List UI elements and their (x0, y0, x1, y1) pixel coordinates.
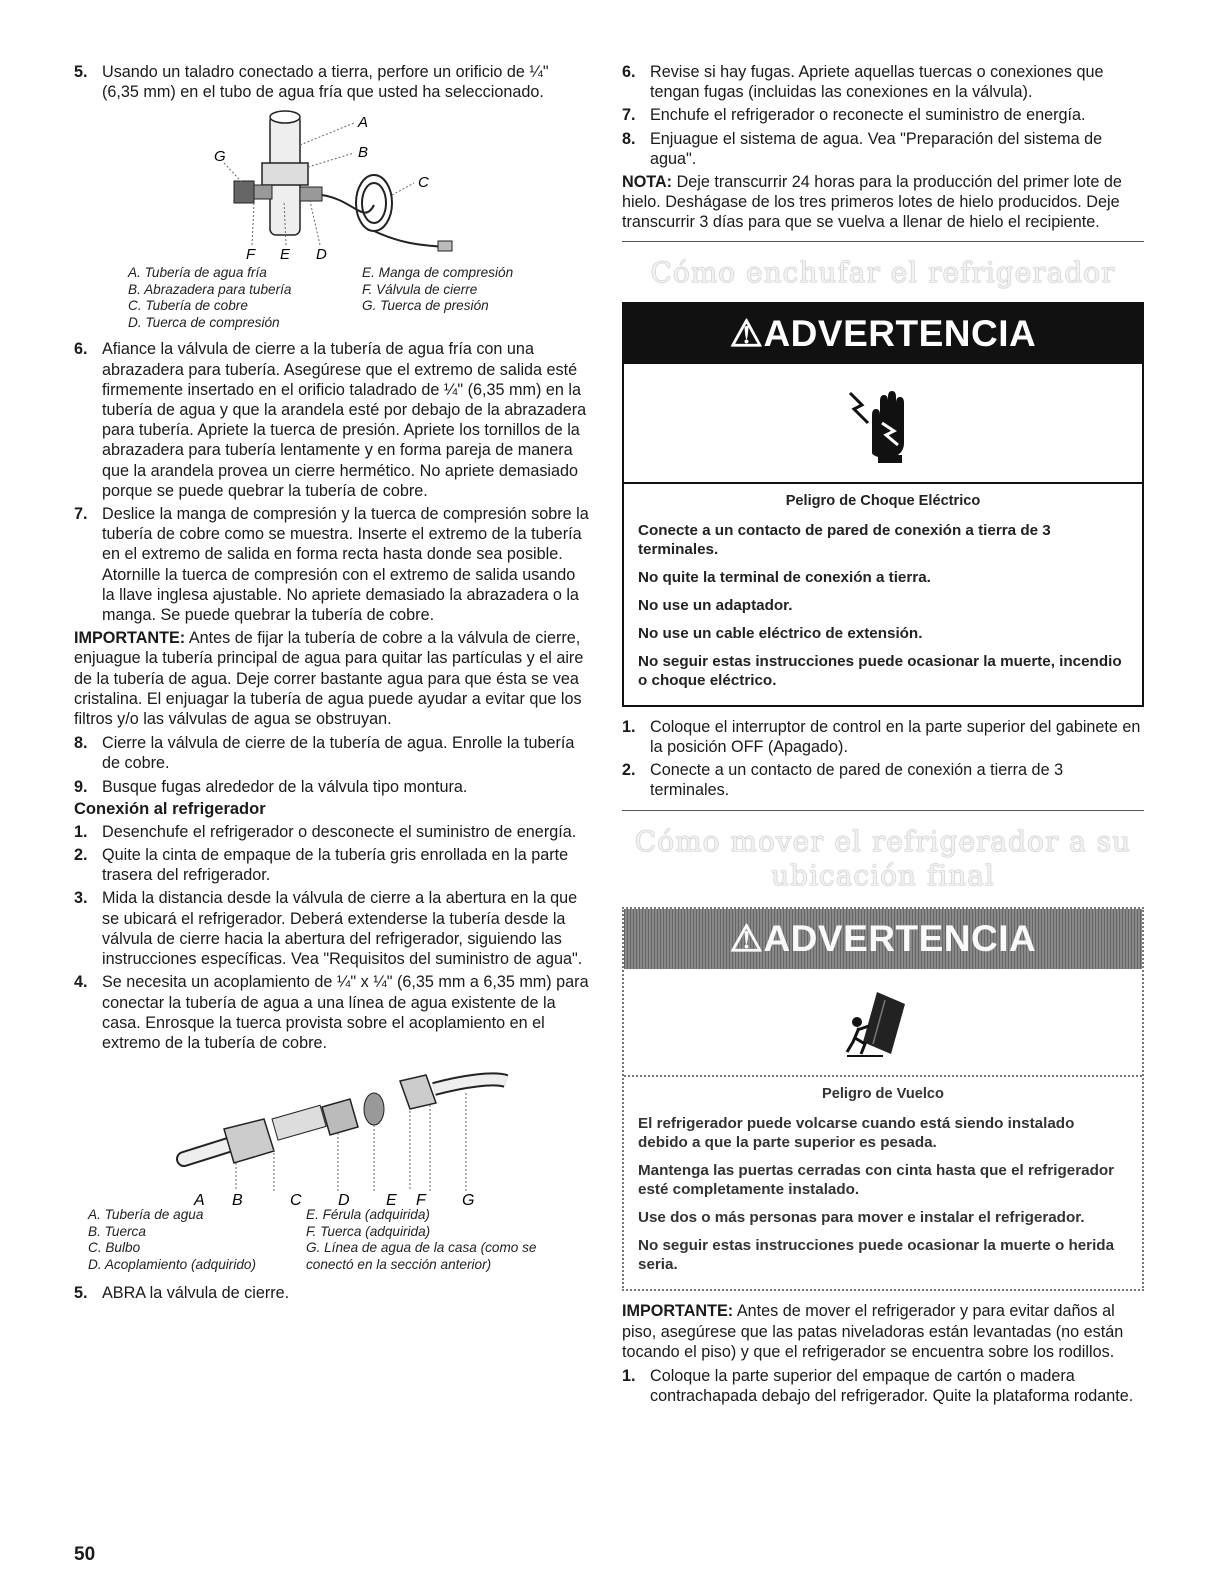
warning-line: No use un adaptador. (638, 596, 793, 614)
list-item (74, 733, 590, 773)
step-text: Desenchufe el refrigerador o desconecte el suministro de energía. (102, 822, 577, 841)
step-number: 4. (74, 973, 88, 992)
section-subheading: Conexión al refrigerador (74, 799, 266, 818)
step-text: Usando un taladro conectado a tierra, perfore un orificio de ¼" (6,35 mm) en el tubo de agua fría que usted ha seleccionado. (102, 63, 549, 102)
left-column (74, 62, 590, 1306)
list-item (74, 888, 590, 969)
steps-list (622, 717, 1144, 801)
important-label: IMPORTANTE: (74, 629, 186, 648)
list-item (74, 777, 590, 797)
step-number: 7. (74, 505, 88, 524)
step-number: 8. (622, 129, 636, 148)
steps-list (74, 339, 590, 625)
step-number: 5. (74, 63, 88, 81)
warning-title: Peligro de Choque Eléctrico (785, 492, 981, 509)
step-text: Coloque el interruptor de control en la parte superior del gabinete en la posición OFF (Apagado). (650, 717, 1141, 756)
warning-line: No use un cable eléctrico de extensión. (638, 624, 923, 642)
legend-item: B. Abrazadera para tubería (128, 281, 292, 297)
step-text: Se necesita un acoplamiento de ¼" x ¼" (6,35 mm a 6,35 mm) para conectar la tubería de agua a una línea de agua existente de la casa. Enrosque la tuerca provista sobre el acoplamiento en el extremo de la tubería de cobre. (102, 973, 589, 1052)
page-number: 50 (74, 1544, 96, 1565)
list-item (622, 717, 1144, 757)
step-text: Revise si hay fugas. Apriete aquellas tuercas o conexiones que tengan fugas (incluidas las conexiones en la válvula). (650, 63, 1104, 102)
callout-b: B (358, 144, 369, 162)
warning-text (624, 1077, 1142, 1289)
legend-item: D. Acoplamiento (adquirido) (88, 1256, 256, 1272)
step-text: Enjuague el sistema de agua. Vea "Preparación del sistema de agua". (650, 129, 1103, 168)
warning-box-tip-over (622, 907, 1144, 1291)
step-text: Conecte a un contacto de pared de conexión a tierra de 3 terminales. (650, 761, 1064, 800)
note-label: NOTA: (622, 173, 673, 192)
step-number: 7. (622, 106, 636, 125)
important-text: Antes de mover el refrigerador y para evitar daños al piso, asegúrese que las patas niveladoras están levantadas (no están tocando el piso) y que el refrigerador se encuentra sobre los rodillos. (622, 1302, 1124, 1361)
step-number: 8. (74, 734, 88, 753)
saddle-valve-diagram (74, 105, 590, 265)
step-number: 1. (74, 822, 88, 841)
step-text: Cierre la válvula de cierre de la tubería de agua. Enrolle la tubería de cobre. (102, 734, 575, 773)
list-item (74, 822, 590, 842)
important-text: Antes de fijar la tubería de cobre a la válvula de cierre, enjuague la tubería principal de agua para quitar las partículas y el aire de la tubería de agua. Deje correr bastante agua para que ésta se vea cristalina. El enjuagar la tubería de agua puede ayudar a evitar que los filtros y/o las válvulas de agua se obstruyan. (74, 629, 584, 729)
steps-list (74, 1283, 590, 1303)
electric-shock-hand-icon (848, 383, 918, 463)
list-item (622, 105, 1144, 125)
section-title: Cómo enchufar el refrigerador (650, 255, 1116, 289)
list-item (622, 62, 1144, 102)
callout-f: F (246, 246, 256, 264)
right-column (622, 62, 1144, 1409)
warning-icon-area (624, 969, 1142, 1077)
step-text: Coloque la parte superior del empaque de cartón o madera contrachapada debajo del refrigerador. Quite la plataforma rodante. (650, 1367, 1134, 1406)
warning-header: ⚠ADVERTENCIA (624, 304, 1142, 364)
warning-line: No seguir estas instrucciones puede ocasionar la muerte o herida seria. (638, 1237, 1115, 1274)
legend-item: F. Válvula de cierre (362, 281, 478, 297)
warning-line: El refrigerador puede volcarse cuando está siendo instalado debido a que la parte superior es pesada. (638, 1115, 1075, 1152)
step-number: 6. (622, 63, 636, 81)
callout-e: E (280, 246, 291, 264)
list-item (74, 972, 590, 1053)
step-number: 2. (622, 761, 636, 780)
list-item (74, 504, 590, 625)
warning-header: ⚠ADVERTENCIA (624, 909, 1142, 969)
section-title-line: ubicación final (771, 859, 995, 893)
warning-line: Mantenga las puertas cerradas con cinta hasta que el refrigerador esté completamente instalado. (638, 1162, 1115, 1199)
callout-b: B (232, 1192, 243, 1208)
saddle-valve-figure (74, 105, 590, 265)
legend-item: C. Tubería de cobre (128, 298, 248, 314)
steps-list (74, 733, 590, 797)
step-number: 5. (74, 1284, 88, 1303)
legend-item: E. Manga de compresión (362, 265, 514, 281)
warning-title: Peligro de Vuelco (822, 1086, 944, 1103)
divider (622, 810, 1144, 811)
figure-legend (74, 265, 590, 331)
warning-line: No seguir estas instrucciones puede ocasionar la muerte, incendio o choque eléctrico. (638, 652, 1122, 689)
callout-a: A (194, 1192, 205, 1208)
note-text: Deje transcurrir 24 horas para la producción del primer lote de hielo. Deshágase de los tres primeros lotes de hielo producidos. Deje transcurrir 3 días para que se vuelva a llenar de hielo el recipiente. (622, 173, 1122, 232)
legend-item: A. Tubería de agua (88, 1207, 204, 1223)
legend-item: G. Línea de agua de la casa (como se conectó en la sección anterior) (306, 1240, 537, 1272)
important-label: IMPORTANTE: (622, 1302, 734, 1321)
step-text: Afiance la válvula de cierre a la tubería de agua fría con una abrazadera para tubería. Asegúrese que el extremo de salida esté firmemente insertado en el orificio taladrado de ¼" (6,35 mm) en la tubería de agua y que la arandela esté por debajo de la abrazadera para tubería. Apriete la tuerca de presión. Apriete los tornillos de la abrazadera para tubería lentamente y en forma pareja de manera que la arandela provea un cierre hermético. No apriete demasiado porque se puede quebrar la tubería de cobre. (102, 340, 587, 500)
legend-item: D. Tuerca de compresión (128, 314, 280, 330)
legend-item: E. Férula (adquirida) (306, 1207, 430, 1223)
steps-list (622, 1366, 1144, 1406)
callout-g: G (214, 148, 226, 166)
callout-c: C (290, 1192, 302, 1208)
step-number: 1. (622, 717, 636, 736)
step-text: ABRA la válvula de cierre. (102, 1284, 290, 1303)
coupling-diagram (74, 1059, 590, 1207)
callout-d: D (316, 246, 327, 264)
step-text: Quite la cinta de empaque de la tubería gris enrollada en la parte trasera del refrigerador. (102, 846, 569, 885)
warning-line: No quite la terminal de conexión a tierra. (638, 568, 931, 586)
figure-legend (74, 1207, 590, 1273)
warning-line: Conecte a un contacto de pared de conexión a tierra de 3 terminales. (638, 521, 1051, 558)
section-title-line: Cómo mover el refrigerador a su (634, 825, 1132, 859)
legend-item: A. Tubería de agua fría (128, 265, 267, 281)
callout-d: D (338, 1192, 350, 1208)
list-item (74, 845, 590, 885)
list-item (622, 129, 1144, 169)
legend-item: C. Bulbo (88, 1240, 141, 1256)
callout-a: A (358, 114, 369, 132)
warning-line: Use dos o más personas para mover e instalar el refrigerador. (638, 1209, 1085, 1227)
list-item (74, 339, 590, 501)
steps-list (74, 822, 590, 1053)
coupling-figure (74, 1059, 590, 1207)
steps-list (74, 62, 590, 102)
step-number: 2. (74, 846, 88, 865)
warning-icon-area (624, 364, 1142, 484)
step-number: 1. (622, 1367, 636, 1386)
warning-box-electric (622, 302, 1144, 707)
step-number: 6. (74, 340, 88, 359)
divider (622, 241, 1144, 242)
list-item (622, 760, 1144, 800)
legend-item: F. Tuerca (adquirida) (306, 1223, 431, 1239)
legend-item (362, 315, 590, 332)
callout-c: C (418, 174, 429, 192)
list-item (622, 1366, 1144, 1406)
list-item (74, 1283, 590, 1303)
step-number: 9. (74, 777, 88, 796)
callout-g: G (462, 1192, 475, 1208)
callout-e: E (386, 1192, 397, 1208)
step-text: Enchufe el refrigerador o reconecte el suministro de energía. (650, 106, 1086, 125)
step-number: 3. (74, 889, 88, 908)
important-note (74, 628, 590, 729)
steps-list (622, 62, 1144, 169)
tip-over-hazard-icon (843, 982, 923, 1062)
note (622, 172, 1144, 233)
legend-item: G. Tuerca de presión (362, 298, 489, 314)
warning-text (624, 484, 1142, 705)
step-text: Busque fugas alrededor de la válvula tipo montura. (102, 777, 468, 796)
step-text: Deslice la manga de compresión y la tuerca de compresión sobre la tubería de cobre como se muestra. Inserte el extremo de la tubería en el extremo de salida en forma recta hasta donde sea posible. Atornille la tuerca de compresión con el extremo de salida usando la llave inglesa ajustable. No apriete demasiado la abrazadera o la manga. Se puede quebrar la tubería de cobre. (102, 505, 589, 625)
important-note (622, 1301, 1144, 1362)
callout-f: F (416, 1192, 426, 1208)
list-item (74, 62, 590, 102)
legend-item: B. Tuerca (88, 1223, 146, 1239)
section-title (622, 825, 1144, 893)
step-text: Mida la distancia desde la válvula de cierre a la abertura en la que se ubicará el refrigerador. Deberá extenderse la tubería desde la válvula de cierre hacia la abertura del refrigerador, siguiendo las instrucciones específicas. Vea "Requisitos del suministro de agua". (102, 889, 583, 969)
